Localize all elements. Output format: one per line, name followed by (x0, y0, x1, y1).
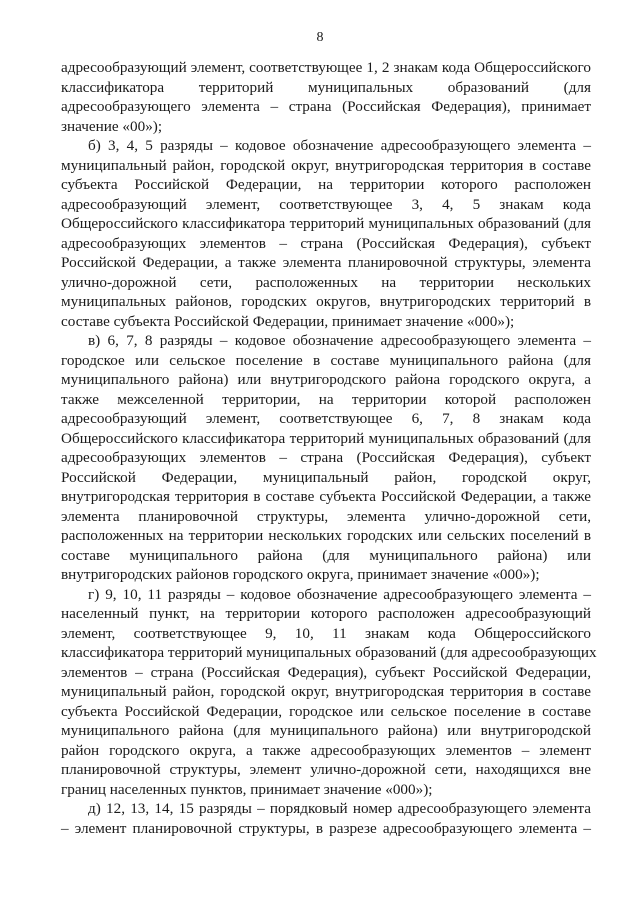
text-line: муниципальный район, городской округ, внутригородская территория в составе (61, 156, 591, 174)
text-line: субъекта Российской Федерации, городское или сельское поселение в составе (61, 702, 591, 720)
text-line: элемента планировочной структуры, элемента улично-дорожной сети, (61, 507, 591, 525)
text-line: городское или сельское поселение в составе муниципального района (для (61, 351, 591, 369)
text-line: – элемент планировочной структуры, в разрезе адресообразующего элемента – (61, 819, 591, 837)
text-line: район городского округа, а также адресообразующих элементов – элемент (61, 741, 591, 759)
text-line: классификатора территорий муниципальных образований (для (61, 78, 591, 96)
text-line: адресообразующий элемент, соответствующее 3, 4, 5 знакам кода (61, 195, 591, 213)
text-line: также межселенной территории, на территории которой расположен (61, 390, 591, 408)
text-line: планировочной структуры, элемент улично-дорожной сети, находящихся вне (61, 761, 591, 778)
text-line: б) 3, 4, 5 разряды – кодовое обозначение адресообразующего элемента – (88, 137, 591, 154)
text-line: муниципального района (для муниципального района) или внутригородской (61, 722, 591, 739)
text-line: элемент, соответствующее 9, 10, 11 знакам кода Общероссийского (61, 624, 591, 642)
text-line: д) 12, 13, 14, 15 разряды – порядковый номер адресообразующего элемента (88, 800, 591, 817)
text-line: классификатора территорий муниципальных образований (для адресообразующих (61, 644, 597, 661)
text-line: Общероссийского классификатора территорий муниципальных образований (для (61, 429, 591, 447)
document-body (61, 58, 597, 838)
text-line: населенный пункт, на территории которого расположен адресообразующий (61, 605, 591, 622)
paragraph (61, 136, 591, 331)
paragraph (61, 331, 591, 585)
text-line: г) 9, 10, 11 разряды – кодовое обозначение адресообразующего элемента – (88, 585, 591, 603)
text-line: субъекта Российской Федерации, на территории которого расположен (61, 176, 591, 193)
text-line: в) 6, 7, 8 разряды – кодовое обозначение адресообразующего элемента – (88, 332, 591, 349)
text-line: улично-дорожной сети, расположенных на территории нескольких (61, 273, 591, 291)
text-line: значение «00»); (61, 117, 163, 135)
text-line: Общероссийского классификатора территорий муниципальных образований (для (61, 215, 591, 232)
text-line: адресообразующих элементов – страна (Российская Федерация), субъект (61, 449, 591, 466)
text-line: адресообразующий элемент, соответствующее 6, 7, 8 знакам кода (61, 410, 591, 427)
text-line: муниципальный район, городской округ, внутригородская территория в составе (61, 683, 591, 700)
text-line: Российской Федерации, муниципальный район, городской округ, (61, 468, 591, 486)
text-line: внутригородская территория в составе субъекта Российской Федерации, а также (61, 488, 591, 505)
text-line: расположенных на территории нескольких городских или сельских поселений в (61, 527, 591, 544)
page-number: 8 (316, 30, 324, 45)
paragraph (61, 799, 591, 838)
text-line: муниципального района) или внутригородского района городского округа, а (61, 371, 591, 388)
text-line: составе субъекта Российской Федерации, принимает значение «000»); (61, 312, 515, 330)
text-line: внутригородских районов городского округа, принимает значение «000»); (61, 566, 540, 583)
text-line: границ населенных пунктов, принимает значение «000»); (61, 780, 433, 798)
paragraph (61, 58, 591, 136)
text-line: элементов – страна (Российская Федерация), субъект Российской Федерации, (61, 663, 591, 681)
paragraph (61, 585, 597, 800)
text-line: муниципальных районов, городских округов, внутригородских территорий в (61, 293, 591, 310)
text-line: адресообразующего элемента – страна (Российская Федерация), принимает (61, 98, 591, 115)
text-line: адресообразующий элемент, соответствующее 1, 2 знакам кода Общероссийского (61, 59, 591, 76)
text-line: Российской Федерации, а также элемента планировочной структуры, элемента (61, 254, 591, 271)
text-line: адресообразующих элементов – страна (Российская Федерация), субъект (61, 234, 591, 252)
text-line: составе муниципального района (для муниципального района) или (61, 546, 591, 564)
